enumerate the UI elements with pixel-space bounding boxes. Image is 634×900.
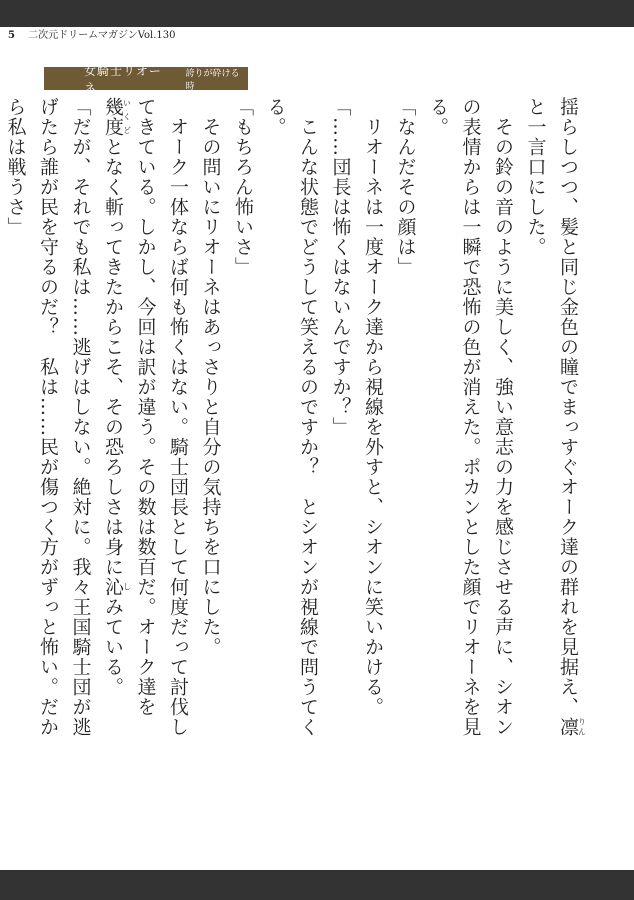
paragraph: リオーネは一度オーク達から視線を外すと、シオンに笑いかける。 [362,97,384,717]
paragraph: 「なんだその顔は」 [394,97,417,277]
paragraph: 「もちろん怖いさ」 [232,97,254,277]
page-header [8,29,176,43]
top-toolbar [0,0,634,27]
magazine-title: 二次元ドリームマガジンVol.130 [28,30,176,41]
paragraph: オーク一体ならば何も怖くはない。騎士団長として何度だって討伐してきている。しかし、今回は訳が違う。その数は数百だ。オーク達を幾度いくどとなく斬ってきたからこそ、その恐ろしさは身に沁しみている。 [102,97,189,737]
novel-body-text [4,97,587,747]
ruby-word: 凛りん [557,717,587,737]
page-number: 5 [8,30,15,41]
paragraph: その問いにリオーネはあっさりと自分の気持ちを口にした。 [199,97,222,657]
ruby-word: 幾度いくど [102,97,132,137]
paragraph: 「……団長は怖くはないんですか？」 [329,97,352,437]
paragraph: こんな状態でどうして笑えるのですか？ とシオンが視線で問うてくる。 [264,97,319,737]
ruby-word: 沁し [102,577,132,597]
paragraph: その鈴の音のように美しく、強い意志の力を感じさせる声に、シオンの表情からは一瞬で恐怖の色が消えた。ポカンとした顔でリオーネを見る。 [427,97,514,737]
paragraph: 揺らしつつ、髪と同じ金色の瞳でまっすぐオーク達の群れを見据え、凛りんと一言口にした。 [524,97,587,737]
chapter-subtitle: 誇りが砕ける時 [185,68,240,92]
bottom-toolbar [0,870,634,900]
chapter-title: 女騎士リオーネ [84,63,162,95]
chapter-banner [44,63,248,95]
paragraph: 「だが、それでも私は……逃げはしない。絶対に。我々王国騎士団が逃げたら誰が民を守るのだ？ 私は……民が傷つく方がずっと怖い。だから私は戦うさ」 [4,97,92,737]
